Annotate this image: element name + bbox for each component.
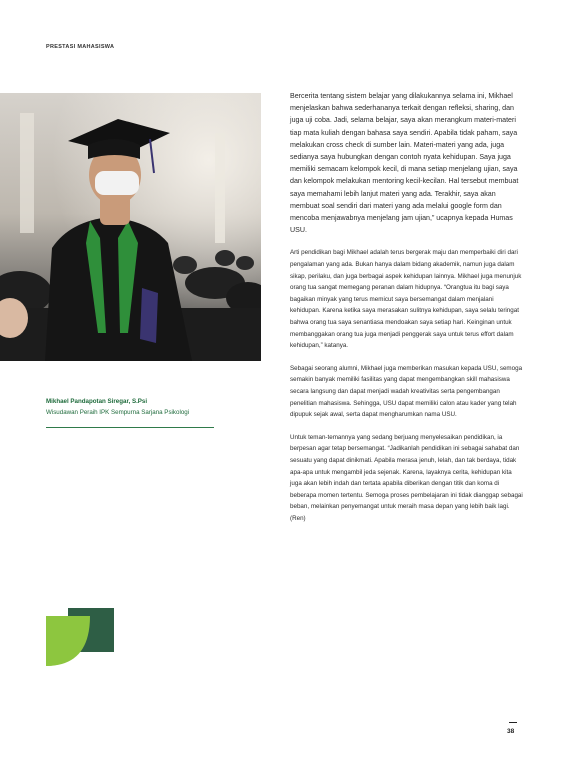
page-number-dash (509, 722, 517, 723)
decorative-shape (46, 608, 116, 678)
photo-caption (46, 398, 216, 416)
article-body (290, 90, 524, 536)
page-number: 38 (507, 728, 515, 735)
article-paragraph: Arti pendidikan bagi Mikhael adalah terus bergerak maju dan memperbaiki diri dari pengalaman yang ada. Bukan hanya dalam bidang akademik, namun juga dalam sikap, perilaku, dan juga berbagai aspek kehidupan lainnya. Mikhael juga menunjuk orang tua sangat memegang peranan dalam hidupnya. “Orangtua itu bagi saya bagaikan minyak yang terus memicut saya bersemangat dalam menjalani kehidupan. Karena ketika saya merasakan sulitnya kehidupan, saya selalu teringat bahwa orang tua saya senantiasa mendoakan saya setiap hari. Keinginan untuk membanggakan orang tua juga menjadi penggerak saya untuk terus effort dalam kehidupan,” katanya. (290, 249, 522, 350)
section-label: PRESTASI MAHASISWA (46, 44, 115, 50)
caption-name: Mikhael Pandapotan Siregar, S.Psi (46, 398, 148, 405)
article-paragraph: Untuk teman-temannya yang sedang berjuang menyelesaikan pendidikan, ia berpesan agar tetap bersemangat. “Jadikanlah pendidikan ini sebagai sahabat dan sesuatu yang dapat dinikmati. Apabila merasa jenuh, lelah, dan tak berdaya, tidak apa-apa untuk mengambil jeda sejenak. Karena, layaknya cerita, kehidupan kita juga akan lebih indah dan tertata apabila diberikan dengan titik dan koma di beberapa momen tertentu. Semoga proses pembelajaran ini tidak dianggap sebagai beban, melainkan penyemangat untuk meraih masa depan yang lebih baik lagi. (Ren) (290, 433, 523, 522)
caption-divider (46, 427, 214, 428)
caption-description: Wisudawan Peraih IPK Sempurna Sarjana Psikologi (46, 409, 190, 416)
article-paragraph: Sebagai seorang alumni, Mikhael juga memberikan masukan kepada USU, semoga semakin banyak memiliki fasilitas yang dapat mengembangkan skill mahasiswa secara langsung dan dapat menjadi wadah kreativitas serta pengembangan penelitian mahasiswa. Sehingga, USU dapat memiliki calon atau kader yang telah dipupuk sejak awal, serta dapat mengharumkan nama USU. (290, 364, 523, 419)
graduate-photo (0, 93, 261, 361)
article-paragraph: Bercerita tentang sistem belajar yang dilakukannya selama ini, Mikhael menjelaskan bahwa sederhananya terkait dengan refleksi, sharing, dan juga uji coba. Jadi, selama belajar, saya akan merangkum materi-materi tiap mata kuliah dengan bahasa saya sendiri. Apabila tidak paham, saya melakukan cross check di sumber lain. Materi-materi yang ada, juga sedianya saya hubungkan dengan contoh nyata kehidupan. Saya juga memiliki semacam kelompok kecil, di mana setiap menjelang ujian, saya dan kelompok melakukan mentoring kecil-kecilan. Hal tersebut membuat saya memahami lebih lanjut materi yang ada. Terakhir, saya akan membuat soal sendiri dari materi yang ada melalui google form dan mencoba menjawabnya menjelang jam ujian,” ucapnya kepada Humas USU. (290, 92, 519, 235)
